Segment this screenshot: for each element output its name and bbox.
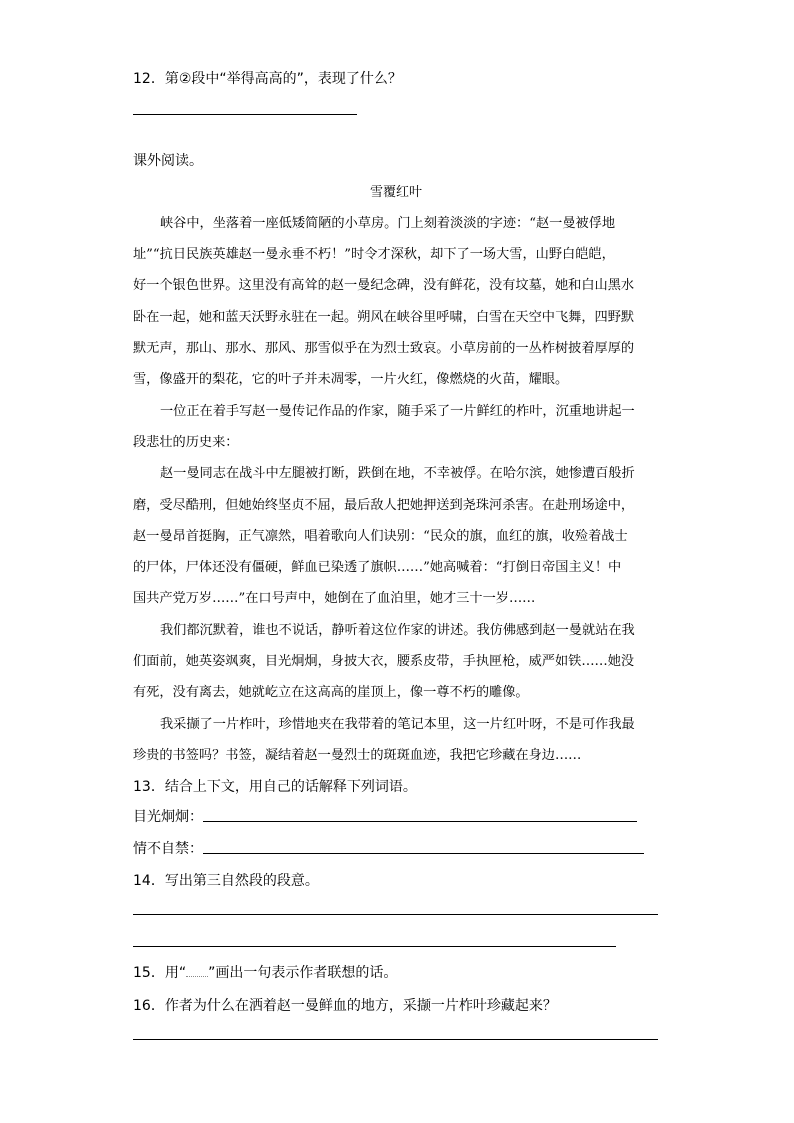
passage-line: 我采撷了一片柞叶，珍惜地夹在我带着的笔记本里，这一片红叶呀，不是可作我最 — [160, 717, 635, 732]
question-15-prefix: 15．用“ — [133, 965, 187, 981]
question-14: 14．写出第三自然段的段意。 — [133, 873, 319, 889]
passage-line: 们面前，她英姿飒爽，目光炯炯，身披大衣，腰系皮带，手执匣枪，威严如铁……她没 — [133, 654, 635, 669]
term-label-2: 情不自禁： — [133, 841, 203, 857]
passage-line: 我们都沉默着，谁也不说话，静听着这位作家的讲述。我仿佛感到赵一曼就站在我 — [160, 623, 635, 638]
answer-line-term-2[interactable] — [203, 853, 644, 854]
passage-line: 段悲壮的历史来： — [133, 435, 239, 450]
passage-line: 默无声，那山、那水、那风、那雪似乎在为烈士致哀。小草房前的一丛柞树披着厚厚的 — [133, 341, 635, 356]
question-16: 16．作者为什么在洒着赵一曼鲜血的地方，采撷一片柞叶珍藏起来？ — [133, 998, 557, 1014]
answer-line-14b[interactable] — [133, 946, 616, 947]
passage-line: 雪，像盛开的梨花，它的叶子并未凋零，一片火红，像燃烧的火苗，耀眼。 — [133, 372, 569, 387]
term-label-1: 目光炯炯： — [133, 809, 203, 825]
passage-line: 珍贵的书签吗？书签，凝结着赵一曼烈士的斑斑血迹，我把它珍藏在身边…… — [133, 748, 582, 763]
passage-line: 址”“抗日民族英雄赵一曼永垂不朽！”时令才深秋，却下了一场大雪，山野白皑皑， — [133, 247, 615, 262]
answer-line-12[interactable] — [133, 114, 357, 115]
answer-line-16[interactable] — [133, 1039, 658, 1040]
answer-line-14a[interactable] — [133, 914, 658, 915]
passage-line: 的尸体，尸体还没有僵硬，鲜血已染透了旗帜……”她高喊着：“打倒日帝国主义！中 — [133, 560, 622, 575]
question-15 — [133, 962, 397, 982]
passage-line: 有死，没有离去，她就屹立在这高高的崖顶上，像一尊不朽的雕像。 — [133, 685, 529, 700]
passage-line: 赵一曼昂首挺胸，正气凛然，唱着歌向人们诀别：“民众的旗，血红的旗，收殓着战士 — [133, 529, 628, 544]
passage-line: 国共产党万岁……”在口号声中，她倒在了血泊里，她才三十一岁…… — [133, 591, 536, 606]
question-13: 13．结合上下文，用自己的话解释下列词语。 — [133, 779, 417, 795]
question-12: 12．第②段中“举得高高的”，表现了什么？ — [133, 71, 402, 87]
passage-line: 卧在一起，她和蓝天沃野永驻在一起。朔风在峡谷里呼啸，白雪在天空中飞舞，四野默 — [133, 310, 635, 325]
passage-line: 峡谷中，坐落着一座低矮简陋的小草房。门上刻着淡淡的字迹：“赵一曼被俘地 — [160, 216, 616, 231]
passage-line: 一位正在着手写赵一曼传记作品的作家，随手采了一片鲜红的柞叶，沉重地讲起一 — [160, 404, 635, 419]
passage-title: 雪覆红叶 — [370, 185, 423, 200]
passage-line: 赵一曼同志在战斗中左腿被打断，跌倒在地，不幸被俘。在哈尔滨，她惨遭百般折 — [160, 466, 635, 481]
wavy-underline-icon — [186, 970, 208, 977]
section-label: 课外阅读。 — [133, 153, 203, 169]
answer-line-term-1[interactable] — [203, 821, 637, 822]
passage-line: 磨，受尽酷刑，但她始终坚贞不屈，最后敌人把她押送到尧珠河杀害。在赴刑场途中， — [133, 498, 635, 513]
question-15-suffix: ”画出一句表示作者联想的话。 — [208, 965, 398, 981]
passage-line: 好一个银色世界。这里没有高耸的赵一曼纪念碑，没有鲜花，没有坟墓，她和白山黑水 — [133, 278, 635, 293]
